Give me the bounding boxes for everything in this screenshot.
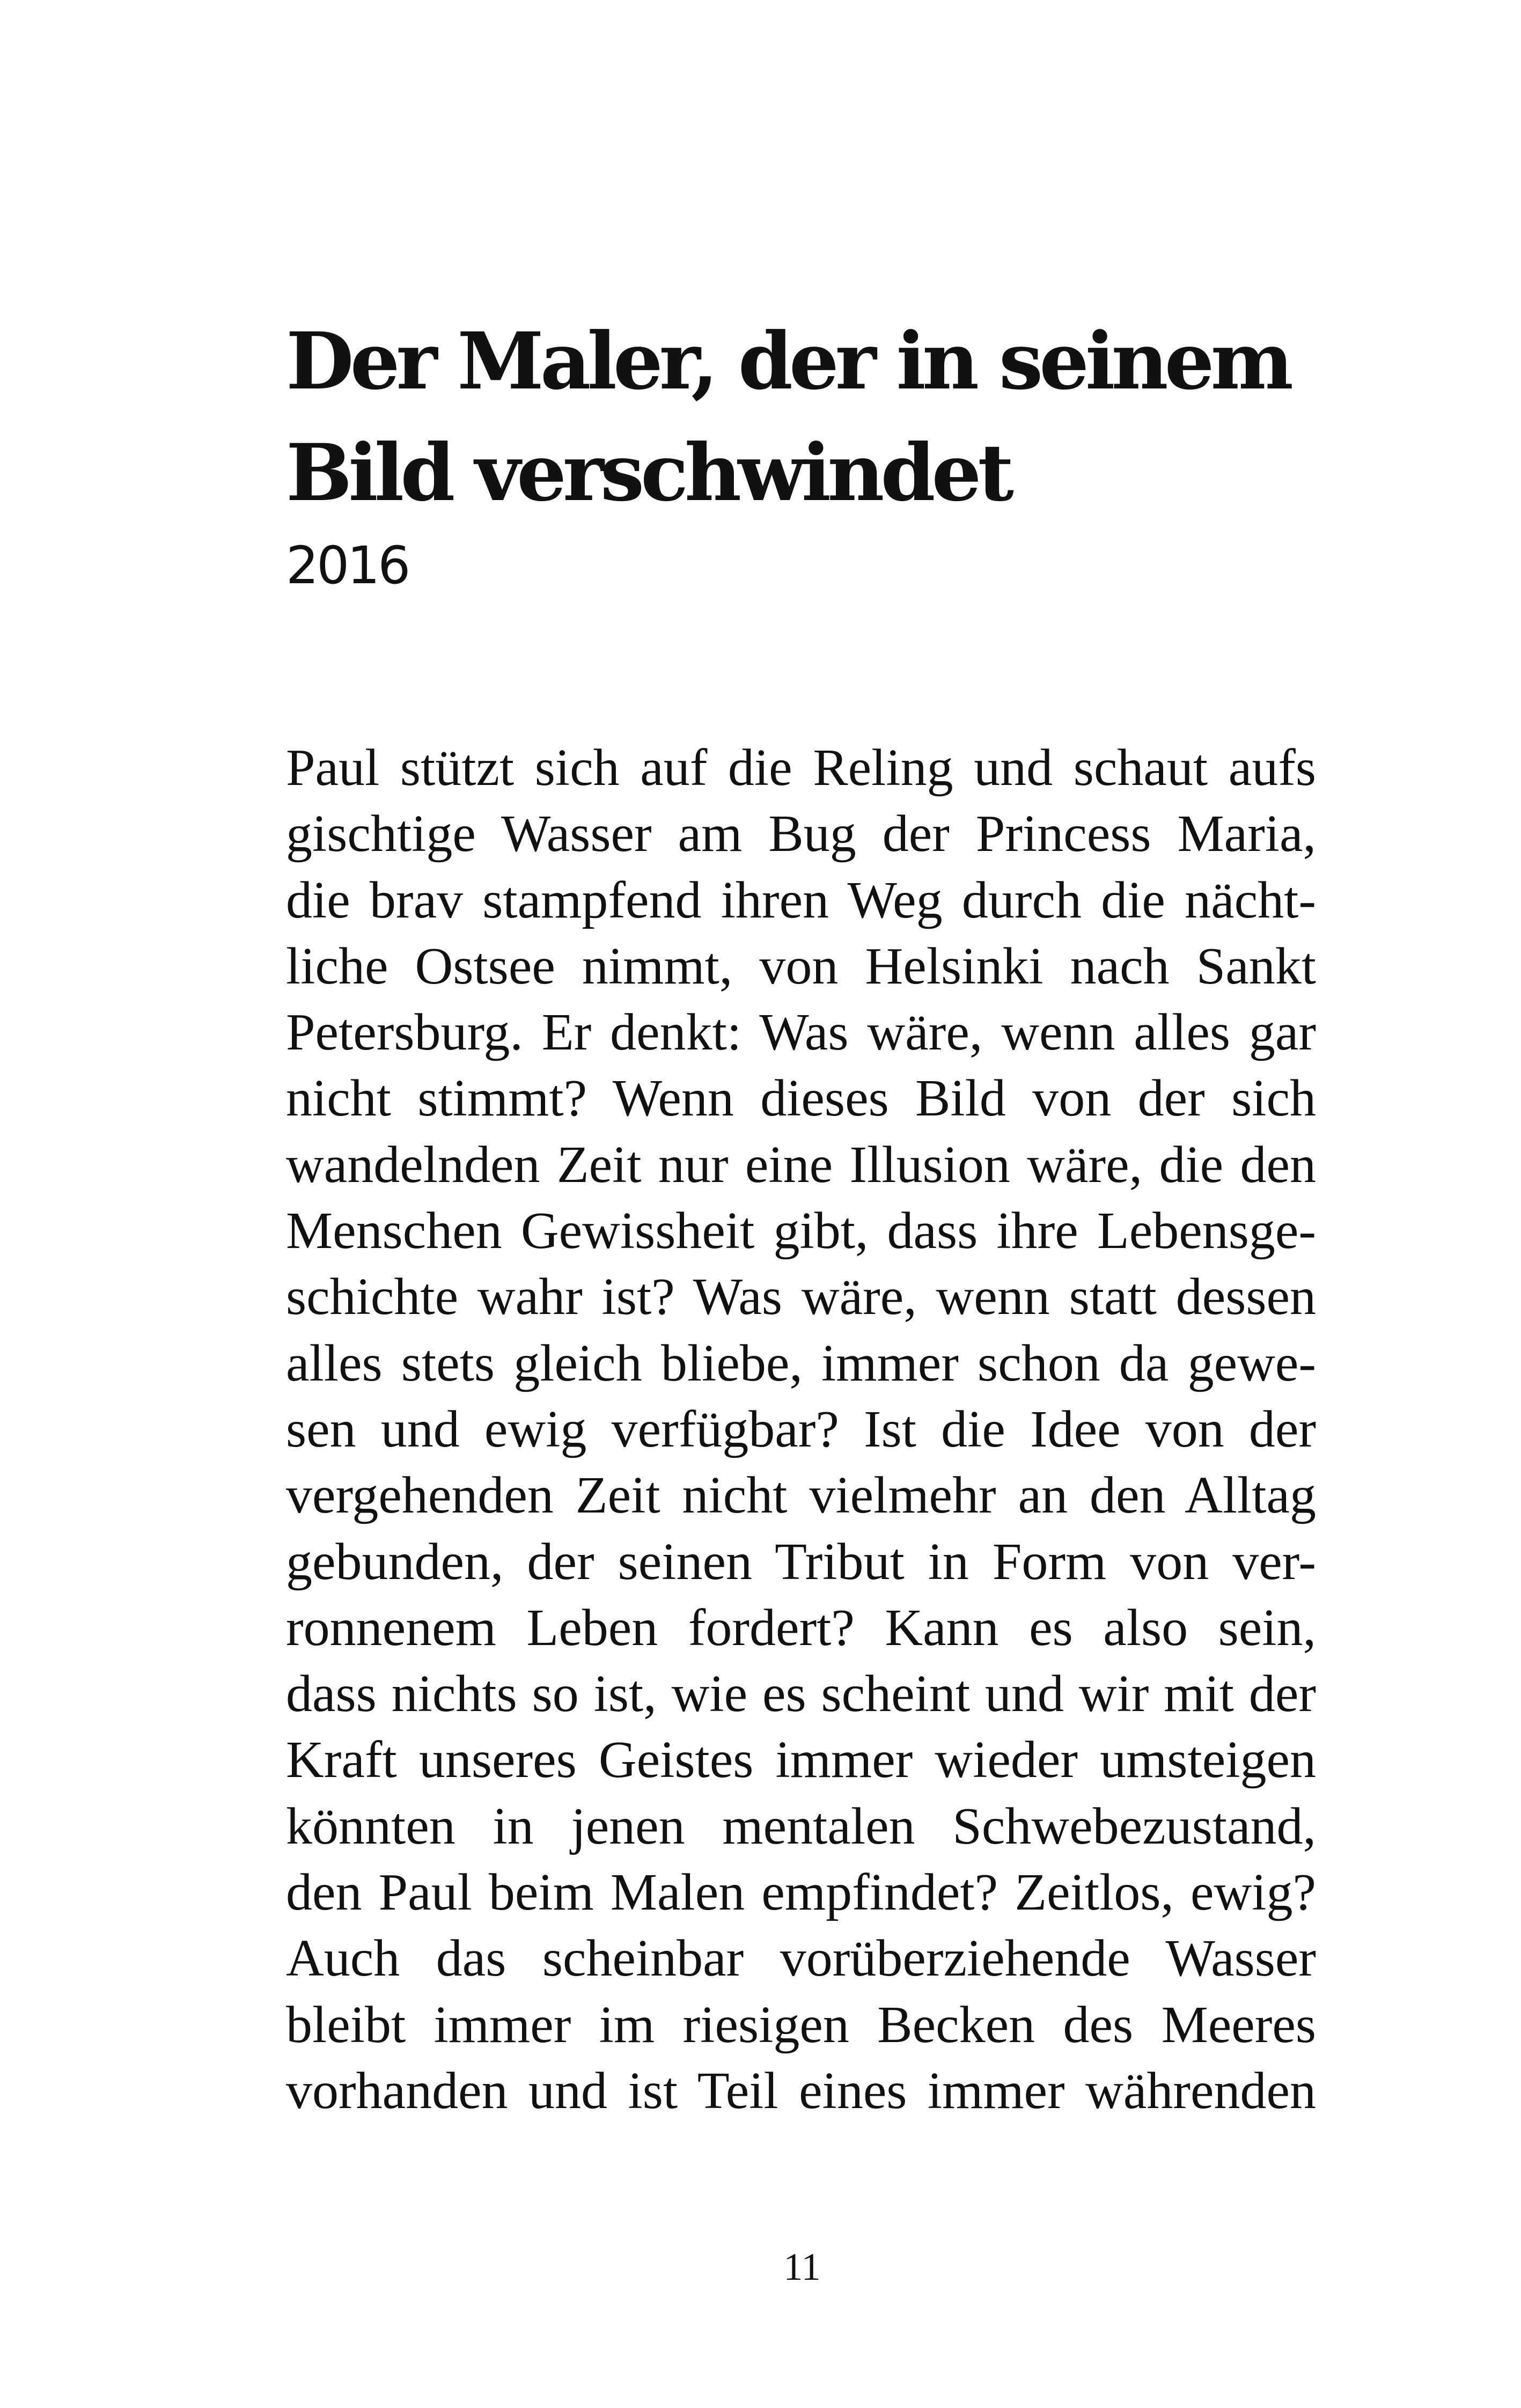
body-line: alles stets gleich bliebe, immer schon da gewe- <box>286 1334 1316 1392</box>
body-line: bleibt immer im riesigen Becken des Meeres <box>286 1995 1316 2054</box>
chapter-title-line: Der Maler, der in seinem <box>286 315 1290 407</box>
body-paragraph <box>286 735 1316 2124</box>
chapter-year: 2016 <box>286 535 409 596</box>
body-line: könnten in jenen mentalen Schwebezustand, <box>286 1797 1316 1855</box>
body-line: liche Ostsee nimmt, von Helsinki nach Sankt <box>286 937 1316 995</box>
body-line: dass nichts so ist, wie es scheint und wir mit der <box>286 1665 1316 1723</box>
body-line: Kraft unseres Geistes immer wieder umsteigen <box>286 1731 1316 1789</box>
body-line: Auch das scheinbar vorüberziehende Wasser <box>286 1929 1316 1988</box>
body-line: schichte wahr ist? Was wäre, wenn statt dessen <box>286 1268 1316 1326</box>
body-line: Menschen Gewissheit gibt, dass ihre Lebensge- <box>286 1202 1316 1260</box>
chapter-title <box>286 306 1359 529</box>
body-line: Petersburg. Er denkt: Was wäre, wenn alles gar <box>286 1003 1316 1062</box>
page-number: 11 <box>783 2245 821 2288</box>
body-line: gebunden, der seinen Tribut in Form von ver- <box>286 1532 1316 1591</box>
body-line: gischtige Wasser am Bug der Princess Maria, <box>286 805 1316 863</box>
body-line: vorhanden und ist Teil eines immer währenden <box>286 2061 1316 2120</box>
body-line: die brav stampfend ihren Weg durch die nächt- <box>286 871 1316 929</box>
body-line: wandelnden Zeit nur eine Illusion wäre, die den <box>286 1135 1316 1194</box>
body-line: Paul stützt sich auf die Reling und schaut aufs <box>286 739 1316 797</box>
body-line: nicht stimmt? Wenn dieses Bild von der sich <box>286 1069 1316 1128</box>
body-line: den Paul beim Malen empfindet? Zeitlos, ewig? <box>286 1863 1316 1922</box>
body-line: sen und ewig verfügbar? Ist die Idee von der <box>286 1400 1316 1458</box>
chapter-title-line: Bild verschwindet <box>286 427 1010 519</box>
body-line: ronnenem Leben fordert? Kann es also sein, <box>286 1598 1316 1657</box>
body-line: vergehenden Zeit nicht vielmehr an den Alltag <box>286 1466 1316 1525</box>
